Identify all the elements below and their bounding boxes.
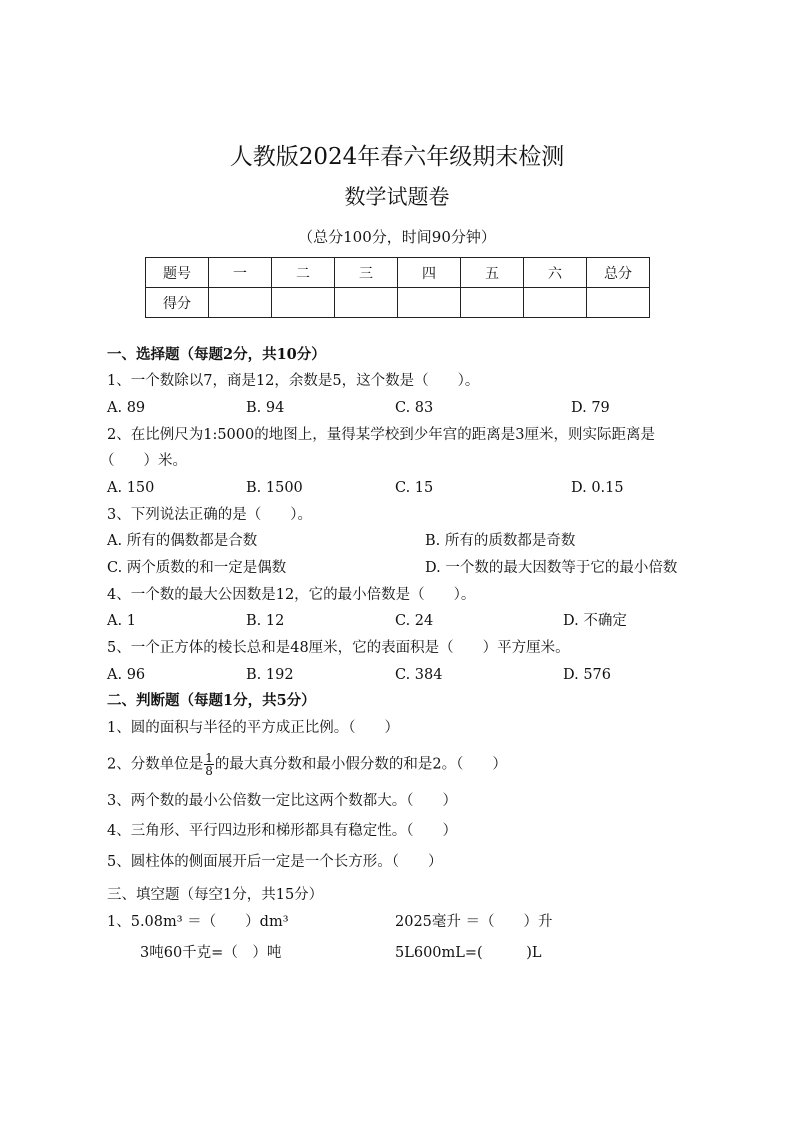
option: C. 24 [395, 613, 434, 629]
table-cell: 总分 [587, 258, 650, 288]
table-cell: 五 [461, 258, 524, 288]
score-input-cell[interactable] [209, 288, 272, 318]
fraction-numerator: 1 [205, 751, 213, 765]
option: C. 83 [395, 400, 434, 416]
option: D. 不确定 [563, 613, 627, 629]
question-text: 5L600mL=( )L [395, 945, 542, 961]
fraction [204, 752, 214, 777]
option: A. 所有的偶数都是合数 [107, 533, 258, 549]
score-input-cell[interactable] [461, 288, 524, 318]
question-text: 3吨60千克=（ ）吨 [140, 945, 282, 961]
option: B. 192 [246, 667, 294, 683]
section-heading-fill: 三、填空题（每空1分，共15分） [107, 887, 324, 903]
option: C. 15 [395, 480, 434, 496]
table-cell: 得分 [146, 288, 209, 318]
option: D. 576 [563, 667, 612, 683]
question-text: 2025毫升 ＝（ ）升 [395, 914, 553, 930]
question-text: 5、圆柱体的侧面展开后一定是一个长方形。（ ） [107, 854, 443, 870]
table-cell: 题号 [146, 258, 209, 288]
question-text-cont: （ ）米。 [100, 453, 187, 469]
table-cell: 六 [524, 258, 587, 288]
question-text: 2、在比例尺为1:5000的地图上，量得某学校到少年宫的距离是3厘米，则实际距离是 [107, 427, 655, 443]
option: A. 150 [107, 480, 155, 496]
fraction-denominator: 8 [205, 764, 213, 778]
score-input-cell[interactable] [524, 288, 587, 318]
exam-info: （总分100分，时间90分钟） [298, 228, 496, 246]
question-text: 3、下列说法正确的是（ ）。 [107, 507, 312, 523]
option: C. 两个质数的和一定是偶数 [107, 560, 287, 576]
question-text: 4、三角形、平行四边形和梯形都具有稳定性。（ ） [107, 823, 457, 839]
table-cell: 三 [335, 258, 398, 288]
question-text: 1、5.08m³ ＝（ ）dm³ [107, 914, 289, 930]
question-text: 5、一个正方体的棱长总和是48厘米，它的表面积是（ ）平方厘米。 [107, 640, 570, 656]
option: C. 384 [395, 667, 443, 683]
page-title: 人教版2024年春六年级期末检测 [229, 144, 565, 170]
option: D. 0.15 [571, 480, 624, 496]
table-cell: 二 [272, 258, 335, 288]
option: D. 一个数的最大因数等于它的最小倍数 [425, 560, 678, 576]
option: A. 96 [107, 667, 146, 683]
table-cell: 四 [398, 258, 461, 288]
option: A. 1 [107, 613, 136, 629]
question-text: 4、一个数的最大公因数是12，它的最小倍数是（ ）。 [107, 587, 476, 603]
option: B. 94 [246, 400, 285, 416]
section-heading-choice: 一、选择题（每题2分，共10分） [107, 346, 326, 363]
option: A. 89 [107, 400, 146, 416]
table-cell: 一 [209, 258, 272, 288]
option: B. 所有的质数都是奇数 [425, 533, 576, 549]
option: B. 1500 [246, 480, 303, 496]
score-table [145, 257, 650, 318]
question-text-fraction [107, 752, 507, 777]
page-subtitle: 数学试题卷 [344, 185, 450, 209]
question-text-part: 的最大真分数和最小假分数的和是2。（ ） [214, 756, 507, 773]
option: D. 79 [571, 400, 610, 416]
score-input-cell[interactable] [398, 288, 461, 318]
question-text-part: 2、分数单位是 [107, 756, 204, 773]
score-input-cell[interactable] [335, 288, 398, 318]
question-text: 1、一个数除以7，商是12，余数是5，这个数是（ ）。 [107, 373, 480, 389]
question-text: 3、两个数的最小公倍数一定比这两个数都大。（ ） [107, 793, 457, 809]
table-row [146, 258, 650, 288]
score-input-cell[interactable] [272, 288, 335, 318]
score-input-cell[interactable] [587, 288, 650, 318]
section-heading-judge: 二、判断题（每题1分，共5分） [107, 692, 316, 709]
option: B. 12 [246, 613, 285, 629]
question-text: 1、圆的面积与半径的平方成正比例。（ ） [107, 720, 399, 736]
table-row [146, 288, 650, 318]
